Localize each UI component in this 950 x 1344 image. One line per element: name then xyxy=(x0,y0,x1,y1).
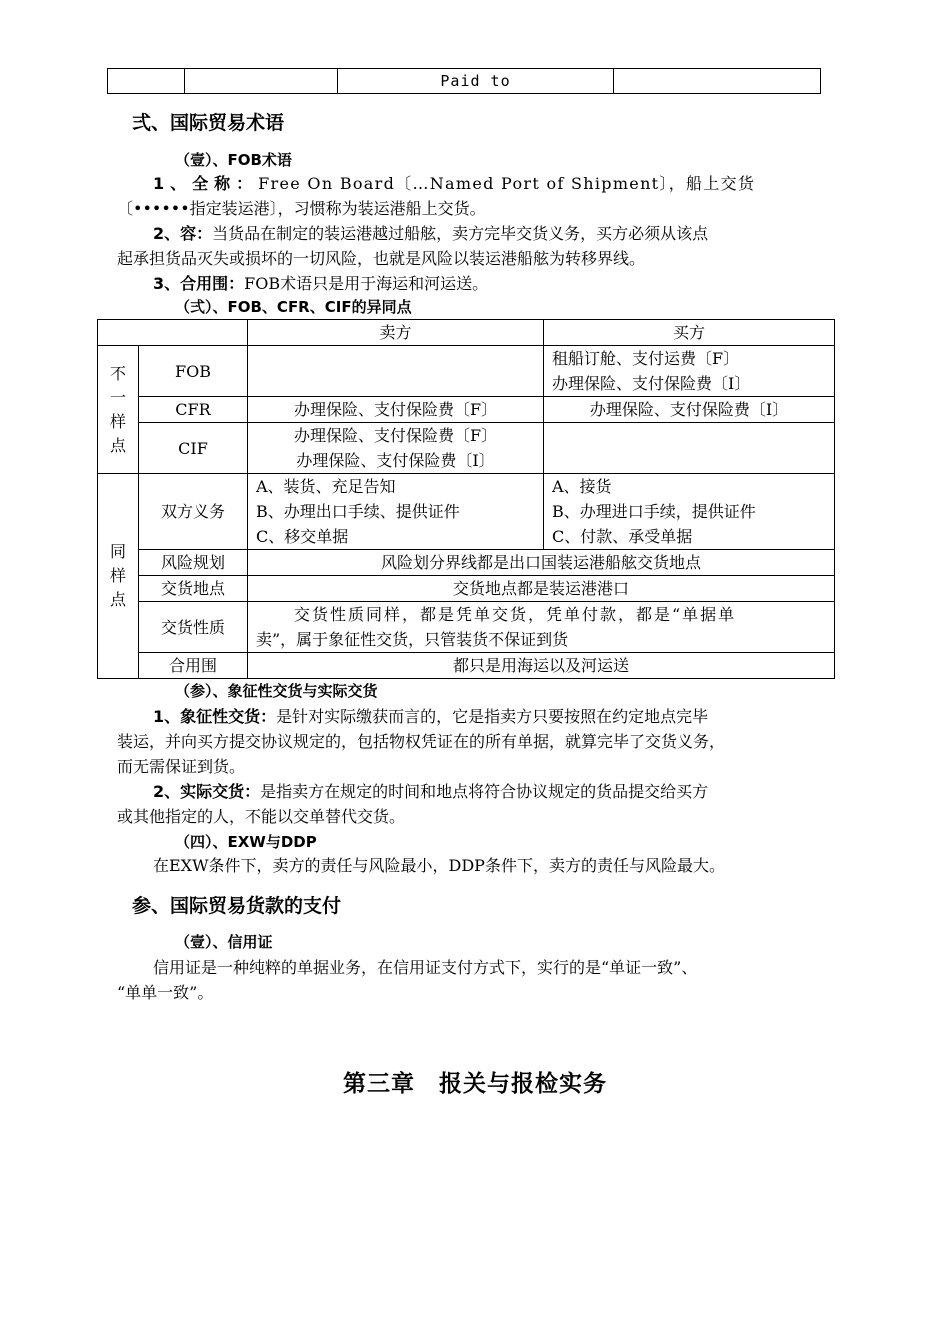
table-cell: 风险划分界线都是出口国装运港船舷交货地点 xyxy=(248,550,835,576)
table-cell xyxy=(185,69,338,94)
table-cell: 办理保险、支付保险费〔F〕 办理保险、支付保险费〔I〕 xyxy=(248,423,544,474)
paragraph-text: 当货品在制定的装运港越过船舷，卖方完毕交货义务，买方必须从该点 xyxy=(212,224,709,243)
table-cell xyxy=(544,423,835,474)
section-title: 参、国际贸易货款的支付 xyxy=(132,895,342,917)
table-cell: A、装货、充足告知 B、办理出口手续、提供证件 C、移交单据 xyxy=(248,474,544,550)
table-cell: A、接货 B、办理进口手续，提供证件 C、付款、承受单据 xyxy=(544,474,835,550)
row-label-duties: 双方义务 xyxy=(139,474,248,550)
column-header-buyer: 买方 xyxy=(544,320,835,346)
table-row xyxy=(98,653,835,679)
table-cell: 办理保险、支付保险费〔I〕 xyxy=(544,397,835,423)
table-row xyxy=(98,550,835,576)
table-row xyxy=(98,346,835,397)
subsection-heading: （弍）、FOB、CFR、CIF的异同点 xyxy=(175,298,412,316)
table-cell: Paid to xyxy=(338,69,614,94)
paragraph-text: 是指卖方在规定的时间和地点将符合协议规定的货品提交给买方 xyxy=(260,782,709,801)
table-row xyxy=(98,474,835,550)
paragraph-line xyxy=(153,171,833,196)
paragraph-line: 起承担货品灭失或损坏的一切风险，也就是风险以装运港船舷为转移界线。 xyxy=(117,249,646,268)
paragraph-label: 2、容： xyxy=(153,224,213,243)
table-header-row xyxy=(98,320,835,346)
paragraph-text: 是针对实际缴获而言的，它是指卖方只要按照在约定地点完毕 xyxy=(276,707,709,726)
paragraph-line xyxy=(153,221,708,246)
table-cell xyxy=(248,346,544,397)
table-row xyxy=(98,423,835,474)
paragraph-label: 1、象征性交货： xyxy=(153,707,277,726)
subsection-heading: （壹）、信用证 xyxy=(175,933,273,951)
paragraph-line: 或其他指定的人，不能以交单替代交货。 xyxy=(117,807,406,826)
subsection-heading: （四）、EXW与DDP xyxy=(175,833,317,851)
subsection-heading: （参）、象征性交货与实际交货 xyxy=(175,682,378,700)
table-cell: 租船订舱、支付运费〔F〕 办理保险、支付保险费〔I〕 xyxy=(544,346,835,397)
table-cell: 办理保险、支付保险费〔F〕 xyxy=(248,397,544,423)
paragraph-text: Free On Board〔…Named Port of Shipment〕，船上交货 xyxy=(258,174,756,193)
paragraph-line: 在EXW条件下，卖方的责任与风险最小，DDP条件下，卖方的责任与风险最大。 xyxy=(153,856,725,875)
table-row xyxy=(108,69,821,94)
section-title: 弍、国际贸易术语 xyxy=(132,112,285,134)
table-row xyxy=(98,397,835,423)
paragraph-line: 而无需保证到货。 xyxy=(117,757,246,776)
row-label-delivery-place: 交货地点 xyxy=(139,576,248,602)
chapter-title: 第三章 报关与报检实务 xyxy=(343,1071,607,1097)
column-header-seller: 卖方 xyxy=(248,320,544,346)
paragraph-label: 2、实际交货： xyxy=(153,782,261,801)
table-cell: 都只是用海运以及河运送 xyxy=(248,653,835,679)
row-label-scope: 合用围 xyxy=(139,653,248,679)
paragraph-label: 1、全称： xyxy=(153,174,259,193)
term-label-cif: CIF xyxy=(139,423,248,474)
group-label-differences: 不 一 样 点 xyxy=(98,346,139,474)
paragraph-line xyxy=(153,704,708,729)
table-cell xyxy=(614,69,821,94)
term-label-fob: FOB xyxy=(139,346,248,397)
table-cell xyxy=(108,69,185,94)
table-row xyxy=(98,576,835,602)
paragraph-line: 装运，并向买方提交协议规定的，包括物权凭证在的所有单据，就算完毕了交货义务， xyxy=(117,732,726,751)
subsection-heading: （壹）、FOB术语 xyxy=(175,151,292,169)
comparison-table xyxy=(97,319,835,679)
paragraph-line: 信用证是一种纯粹的单据业务，在信用证支付方式下，实行的是“单证一致”、 xyxy=(153,958,698,977)
paragraph-line: “单单一致”。 xyxy=(117,983,214,1002)
paragraph-text: FOB术语只是用于海运和河运送。 xyxy=(244,274,489,293)
table-row xyxy=(98,602,835,653)
row-label-delivery-nature: 交货性质 xyxy=(139,602,248,653)
paragraph-line: 〔••••••指定装运港〕，习惯称为装运港船上交货。 xyxy=(117,199,486,218)
table-cell: 交货性质同样，都是凭单交货，凭单付款，都是“单据单 卖”，属于象征性交货，只管装货不保证到货 xyxy=(248,602,835,653)
paragraph-label: 3、合用围： xyxy=(153,274,245,293)
group-label-similarities: 同 样 点 xyxy=(98,474,139,679)
paragraph-line xyxy=(153,779,708,804)
row-label-risk: 风险规划 xyxy=(139,550,248,576)
table-cell xyxy=(98,320,248,346)
previous-table-fragment xyxy=(107,68,821,94)
table-cell: 交货地点都是装运港港口 xyxy=(248,576,835,602)
term-label-cfr: CFR xyxy=(139,397,248,423)
paragraph-line xyxy=(153,271,488,296)
